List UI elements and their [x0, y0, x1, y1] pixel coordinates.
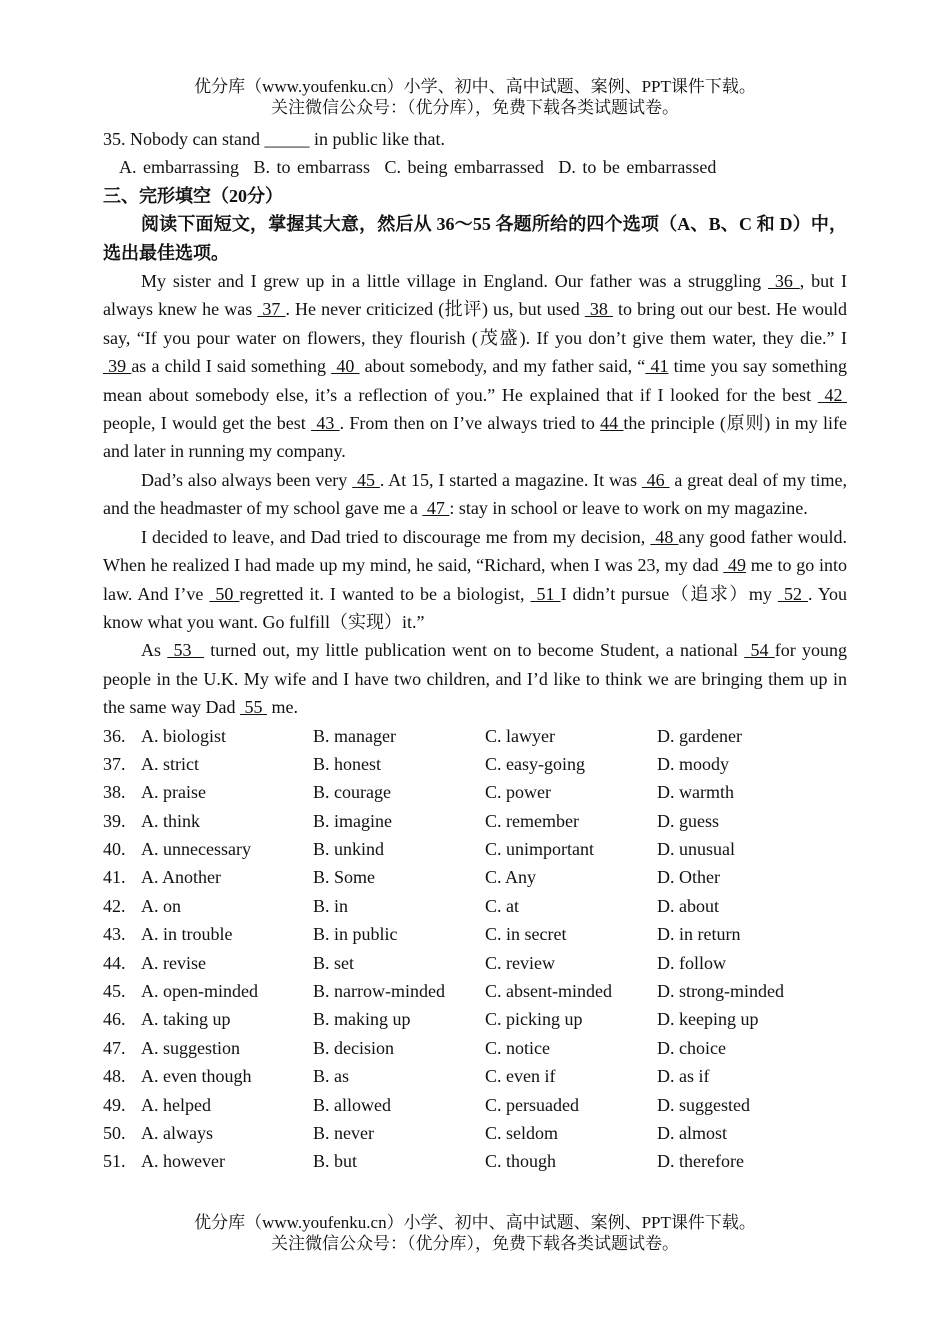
option-c: C. persuaded [485, 1094, 579, 1115]
option-c: C. though [485, 1151, 557, 1172]
passage-text: a great deal of my time, and the headmaster of my school gave me a [103, 469, 848, 519]
option-b: B. unkind [313, 839, 385, 860]
passage-text: me to go into law. And I’ve [103, 555, 847, 604]
passage-text: for young people in the U.K. My wife and I have two children, and I’d like to think we are bringing them up in the same way Dad [103, 640, 847, 718]
option-b: B. set [313, 952, 355, 973]
option-a: A. in trouble [141, 924, 233, 945]
option-a: A. on [141, 895, 181, 916]
passage-text: Dad’s also always been very [141, 469, 353, 490]
option-c: C. even if [485, 1066, 556, 1087]
option-c: C. seldom [485, 1123, 559, 1143]
question-number: 37. [103, 753, 126, 774]
passage-text: : stay in school or leave to work on my magazine. [449, 498, 808, 519]
choice-row [103, 863, 847, 891]
option-d: D. almost [657, 1123, 727, 1143]
question-number: 44. [103, 952, 126, 973]
passage-paragraph-2 [103, 466, 847, 523]
q35-option-d: D. to be embarrassed [558, 157, 717, 178]
blank-number: 53 [167, 640, 205, 661]
blank-number: 38 [584, 299, 613, 320]
question-number: 46. [103, 1009, 126, 1030]
passage-paragraph-4 [103, 636, 847, 721]
option-a: A. taking up [141, 1009, 231, 1030]
option-b: B. narrow-minded [313, 981, 445, 1002]
footer-line-1: 优分库（www.youfenku.cn）小学、初中、高中试题、案例、PPT课件下载。 [194, 1213, 756, 1232]
option-a: A. think [141, 810, 201, 831]
choice-row [103, 1034, 847, 1062]
choice-row [103, 1005, 847, 1033]
option-b: B. in [313, 895, 349, 916]
question-number: 48. [103, 1066, 126, 1087]
option-b: B. honest [313, 753, 382, 774]
question-number: 38. [103, 782, 126, 803]
option-c: C. absent-minded [485, 981, 612, 1002]
option-d: D. in return [657, 924, 741, 945]
passage-text: any good father would. When he realized I had made up my mind, he said, “Richard, when I was 23, my dad [103, 526, 847, 576]
choice-row [103, 722, 847, 750]
option-d: D. about [657, 895, 719, 916]
blank-number: 44 [600, 413, 624, 434]
choice-row [103, 750, 847, 778]
option-a: A. however [141, 1151, 225, 1172]
option-c: C. notice [485, 1037, 550, 1058]
q35-option-b: B. to embarrass [253, 157, 370, 178]
section-instruction: 阅读下面短文，掌握其大意，然后从 36～55 各题所给的四个选项（A、B、C 和 D）中，选出最佳选项。 [103, 214, 847, 263]
blank-number: 45 [352, 469, 380, 490]
option-b: B. allowed [313, 1094, 391, 1115]
passage-paragraph-1 [103, 267, 847, 466]
question-number: 49. [103, 1094, 126, 1115]
blank-number: 41 [645, 356, 669, 377]
passage-text: people, I would get the best [103, 413, 312, 434]
choice-row [103, 807, 847, 835]
passage-text: I didn’t pursue（追求）my [560, 583, 778, 604]
passage-text: . He never criticized (批评) us, but used [285, 299, 585, 320]
option-d: D. as if [657, 1066, 710, 1087]
option-c: C. at [485, 895, 519, 916]
question-number: 36. [103, 725, 126, 746]
option-b: B. as [313, 1066, 349, 1087]
passage-text: the principle (原则) in my life and later in running my company. [103, 413, 847, 462]
option-d: D. moody [657, 753, 729, 774]
option-d: D. follow [657, 952, 726, 973]
question-number: 51. [103, 1151, 126, 1172]
choice-row [103, 920, 847, 948]
passage-text: about somebody, and my father said, “ [359, 356, 646, 377]
passage-text: turned out, my little publication went on to become Student, a national [204, 640, 745, 661]
option-d: D. suggested [657, 1094, 750, 1115]
blank-number: 46 [641, 469, 670, 490]
blank-number: 55 [239, 697, 267, 718]
option-c: C. Any [485, 867, 537, 888]
option-b: B. manager [313, 725, 396, 746]
option-b: B. decision [313, 1037, 394, 1058]
blank-number: 40 [331, 356, 360, 377]
question-number: 47. [103, 1037, 126, 1058]
blank-number: 39 [103, 356, 132, 377]
option-b: B. in public [313, 924, 398, 945]
choice-row [103, 1091, 847, 1119]
option-c: C. remember [485, 810, 579, 831]
exam-content [103, 125, 847, 1176]
question-35-options [103, 153, 847, 181]
header-line-2: 关注微信公众号：（优分库），免费下载各类试题试卷。 [271, 98, 679, 117]
option-a: A. even though [141, 1066, 252, 1087]
choice-row [103, 835, 847, 863]
option-a: A. revise [141, 952, 206, 973]
passage-text: to bring out our best. He would say, “If you pour water on flowers, they flourish (茂盛). If you don’t give them water, they die.” I [103, 299, 848, 348]
choice-table [103, 722, 847, 1176]
passage-text: , but I always knew he was [103, 271, 848, 320]
passage-text: regretted it. I wanted to be a biologist, [239, 583, 531, 604]
option-a: A. helped [141, 1094, 211, 1115]
option-b: B. but [313, 1151, 358, 1172]
question-number: 50. [103, 1123, 126, 1143]
option-d: D. guess [657, 810, 719, 831]
blank-number: 52 [777, 583, 808, 604]
option-a: A. praise [141, 782, 206, 803]
footer-line-2: 关注微信公众号：（优分库），免费下载各类试题试卷。 [271, 1234, 679, 1253]
blank-number: 54 [744, 640, 775, 661]
choice-row [103, 949, 847, 977]
question-number: 39. [103, 810, 126, 831]
option-b: B. Some [313, 867, 376, 888]
blank-number: 43 [311, 413, 340, 434]
option-a: A. Another [141, 867, 221, 888]
blank-number: 36 [768, 271, 800, 292]
blank-number: 51 [530, 583, 561, 604]
passage-text: My sister and I grew up in a little village in England. Our father was a struggling [141, 271, 769, 292]
option-c: C. easy-going [485, 753, 585, 774]
option-a: A. strict [141, 753, 199, 774]
choice-row [103, 892, 847, 920]
page-header [0, 76, 950, 118]
choice-row [103, 1147, 847, 1175]
option-a: A. unnecessary [141, 839, 251, 860]
option-a: A. biologist [141, 725, 227, 746]
question-number: 41. [103, 867, 126, 888]
question-number: 40. [103, 839, 126, 860]
question-number: 45. [103, 981, 126, 1002]
passage-text: I decided to leave, and Dad tried to discourage me from my decision, [141, 526, 651, 547]
blank-number: 50 [209, 583, 240, 604]
passage-text: as a child I said something [131, 356, 332, 377]
option-b: B. imagine [313, 810, 392, 831]
passage-paragraph-3 [103, 523, 847, 637]
passage-text: As [141, 640, 168, 661]
question-number: 42. [103, 895, 126, 916]
section-title: 三、完形填空（20分） [103, 185, 283, 206]
choice-row [103, 977, 847, 1005]
passage-text: . From then on I’ve always tried to [339, 413, 601, 434]
blank-number: 49 [723, 555, 747, 576]
option-b: B. courage [313, 782, 391, 803]
option-d: D. keeping up [657, 1009, 759, 1030]
passage-text: . At 15, I started a magazine. It was [379, 469, 642, 490]
passage-text: time you say something mean about somebody else, it’s a reflection of you.” He explained that if I looked for the best [103, 356, 848, 405]
option-a: A. suggestion [141, 1037, 240, 1058]
option-c: C. lawyer [485, 725, 555, 746]
option-d: D. gardener [657, 725, 742, 746]
option-b: B. making up [313, 1009, 411, 1030]
option-c: C. in secret [485, 924, 567, 945]
choice-row [103, 1062, 847, 1090]
blank-number: 48 [650, 526, 679, 547]
option-a: A. open-minded [141, 981, 258, 1002]
passage-text: . You know what you want. Go fulfill（实现）it.” [103, 583, 848, 632]
choice-row [103, 1119, 847, 1147]
question-35-stem: 35. Nobody can stand _____ in public like that. [103, 129, 445, 149]
option-b: B. never [313, 1123, 374, 1143]
q35-option-a: A. embarrassing [119, 157, 239, 178]
blank-number: 37 [257, 299, 286, 320]
option-d: D. Other [657, 867, 720, 888]
option-d: D. strong-minded [657, 981, 784, 1002]
page-footer [0, 1212, 950, 1254]
choice-row [103, 778, 847, 806]
option-a: A. always [141, 1123, 213, 1143]
header-line-1: 优分库（www.youfenku.cn）小学、初中、高中试题、案例、PPT课件下载。 [194, 77, 756, 96]
option-c: C. picking up [485, 1009, 583, 1030]
blank-number: 47 [422, 498, 450, 519]
option-c: C. review [485, 952, 555, 973]
option-d: D. warmth [657, 782, 734, 803]
option-d: D. therefore [657, 1151, 744, 1172]
passage-text: me. [266, 697, 298, 718]
blank-number: 42 [817, 384, 847, 405]
option-c: C. power [485, 782, 551, 803]
option-d: D. unusual [657, 839, 735, 860]
option-d: D. choice [657, 1037, 726, 1058]
question-number: 43. [103, 924, 126, 945]
q35-option-c: C. being embarrassed [384, 157, 544, 178]
option-c: C. unimportant [485, 839, 594, 860]
